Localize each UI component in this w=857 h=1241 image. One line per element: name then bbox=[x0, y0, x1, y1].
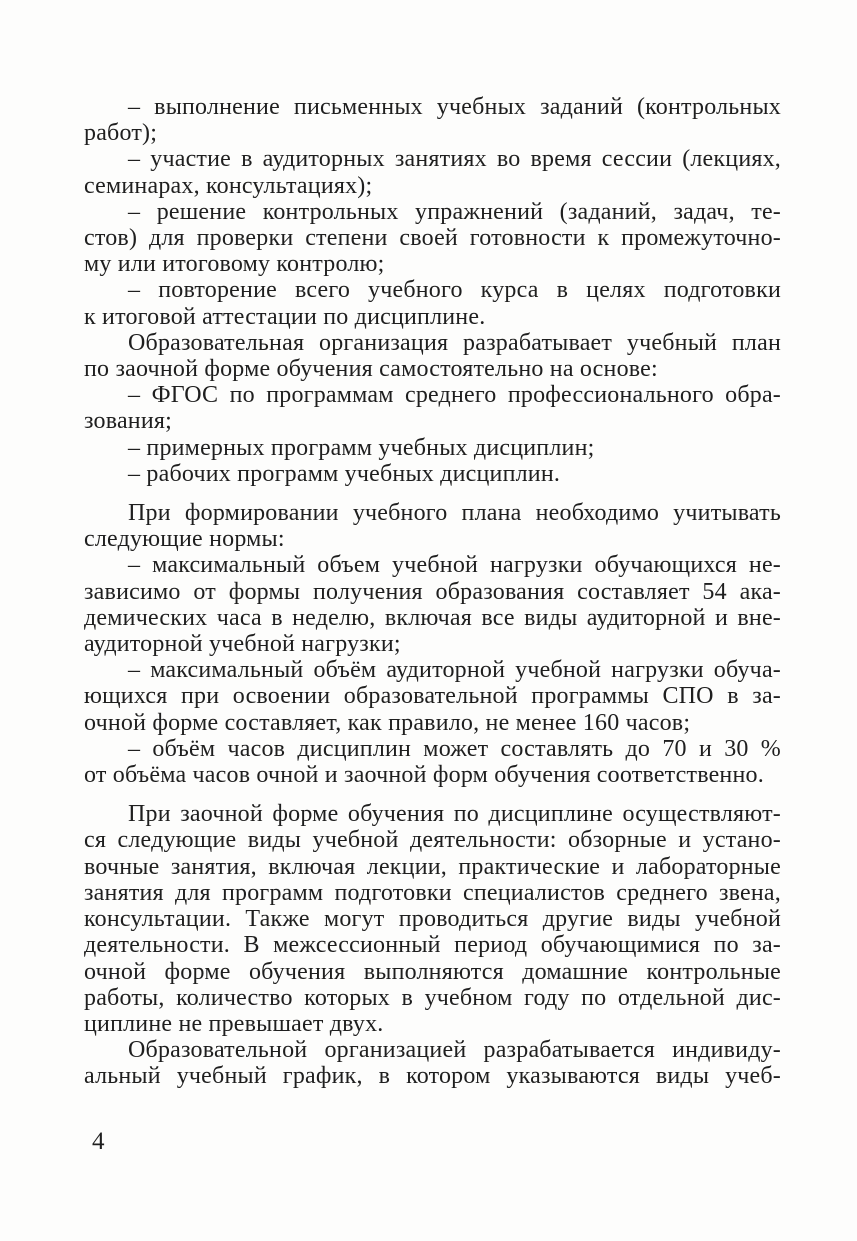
text-line: занятия для программ подготовки специалистов среднего звена, bbox=[84, 879, 781, 906]
text-line: ся следующие виды учебной деятельности: обзорные и устано- bbox=[84, 827, 781, 854]
text-line: – объём часов дисциплин может составлять до 70 и 30 % bbox=[128, 735, 781, 762]
list-item-fgos bbox=[84, 382, 781, 434]
text-line: работ); bbox=[84, 120, 158, 147]
text-line: – повторение всего учебного курса в целях подготовки bbox=[128, 277, 781, 304]
text-line: – участие в аудиторных занятиях во время сессии (лекциях, bbox=[128, 146, 781, 173]
text-line: зования; bbox=[84, 408, 173, 435]
text-line: демических часа в неделю, включая все виды аудиторной и вне- bbox=[84, 604, 781, 631]
text-line: зависимо от формы получения образования составляет 54 ака- bbox=[84, 578, 781, 605]
text-line: циплине не превышает двух. bbox=[84, 1010, 384, 1037]
text-line: консультации. Также могут проводиться другие виды учебной bbox=[84, 906, 781, 933]
paragraph-curriculum-basis bbox=[84, 330, 781, 382]
text-line: При формировании учебного плана необходимо учитывать bbox=[128, 500, 781, 527]
text-line: – ФГОС по программам среднего профессионального обра- bbox=[128, 382, 781, 409]
text-line: – максимальный объём аудиторной учебной нагрузки обуча- bbox=[128, 657, 781, 684]
page-number: 4 bbox=[92, 1128, 105, 1155]
list-item-max-classroom-load bbox=[84, 657, 781, 736]
paragraph-individual-schedule bbox=[84, 1037, 781, 1089]
text-line: по заочной форме обучения самостоятельно на основе: bbox=[84, 356, 658, 383]
text-line: деятельности. В межсессионный период обучающимися по за- bbox=[84, 932, 781, 959]
text-line: стов) для проверки степени своей готовности к промежуточно- bbox=[84, 225, 781, 252]
text-line: – выполнение письменных учебных заданий (контрольных bbox=[128, 94, 781, 120]
text-line: – рабочих программ учебных дисциплин. bbox=[128, 460, 561, 487]
text-line: от объёма часов очной и заочной форм обучения соответственно. bbox=[84, 762, 764, 789]
text-line: работы, количество которых в учебном году по отдельной дис- bbox=[84, 984, 781, 1011]
text-line: семинарах, консультациях); bbox=[84, 172, 373, 199]
list-item-control-exercises bbox=[84, 199, 781, 278]
paragraph-activity-types bbox=[84, 801, 781, 1037]
list-item-written-tasks bbox=[84, 94, 781, 146]
list-item-session-participation bbox=[84, 146, 781, 198]
list-item-working-programs bbox=[84, 461, 781, 487]
text-line: аудиторной учебной нагрузки; bbox=[84, 631, 401, 658]
list-item-sample-programs bbox=[84, 435, 781, 461]
text-line: очной форме обучения выполняются домашние контрольные bbox=[84, 958, 781, 985]
text-line: При заочной форме обучения по дисциплине осуществляют- bbox=[128, 801, 781, 828]
text-line: – максимальный объем учебной нагрузки обучающихся не- bbox=[128, 552, 781, 579]
text-line: – примерных программ учебных дисциплин; bbox=[128, 434, 595, 461]
list-item-hours-volume bbox=[84, 736, 781, 788]
text-line: – решение контрольных упражнений (заданий, задач, те- bbox=[128, 198, 781, 225]
text-line: альный учебный график, в котором указываются виды учеб- bbox=[84, 1063, 781, 1090]
text-line: очной форме составляет, как правило, не менее 160 часов; bbox=[84, 709, 691, 736]
text-line: к итоговой аттестации по дисциплине. bbox=[84, 303, 486, 330]
list-item-course-repetition bbox=[84, 277, 781, 329]
text-line: Образовательная организация разрабатывает учебный план bbox=[128, 329, 781, 356]
paragraph-norms-intro bbox=[84, 500, 781, 552]
text-line: му или итоговому контролю; bbox=[84, 251, 385, 278]
text-line: следующие нормы: bbox=[84, 526, 285, 553]
text-line: ющихся при освоении образовательной программы СПО в за- bbox=[84, 683, 781, 710]
text-line: вочные занятия, включая лекции, практические и лабораторные bbox=[84, 853, 781, 880]
list-item-max-load bbox=[84, 552, 781, 657]
page-text bbox=[84, 94, 781, 1090]
text-line: Образовательной организацией разрабатывается индивиду- bbox=[128, 1037, 781, 1064]
